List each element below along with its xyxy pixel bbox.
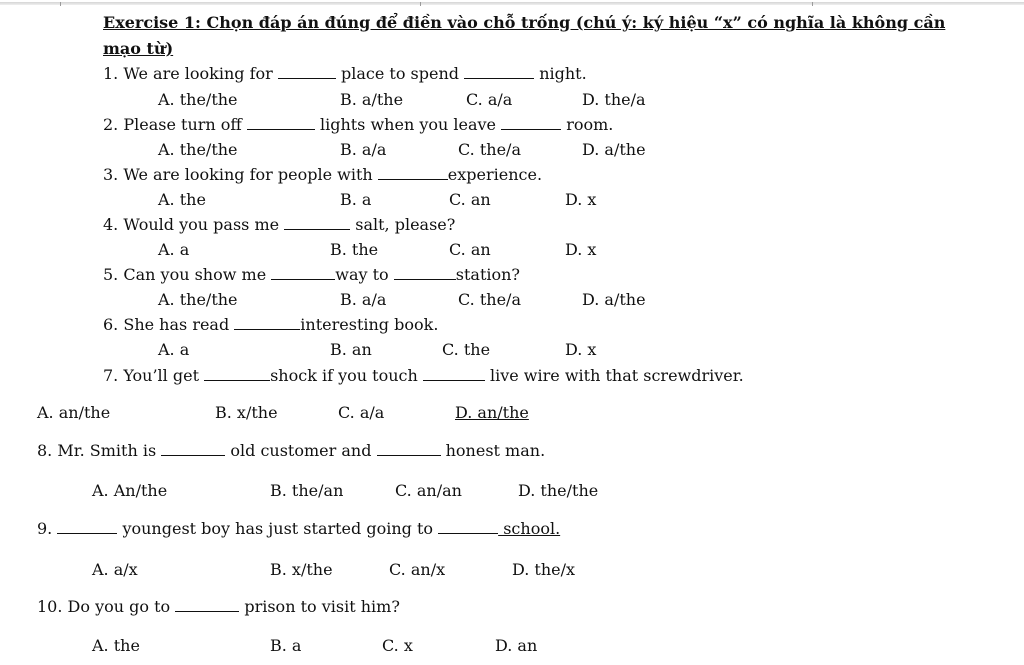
q9-text-b: youngest boy has just started going to: [117, 519, 439, 538]
q5-text-c: station?: [455, 265, 521, 284]
q10-option-c: C. x: [382, 636, 413, 655]
q2-option-d: D. a/the: [582, 140, 646, 159]
exercise-title: [103, 10, 1008, 62]
q3-text-b: experience.: [447, 165, 543, 184]
title-line-1: Exercise 1: Chọn đáp án đúng để điền vào chỗ trống (chú ý: ký hiệu “x” có nghĩa là không cần: [103, 13, 946, 32]
question-10: [37, 597, 400, 617]
question-2: [103, 115, 613, 135]
q3-option-d: D. x: [565, 190, 597, 209]
blank: [204, 367, 270, 381]
q7-text-a: 7. You’ll get: [103, 366, 205, 385]
blank: [464, 65, 534, 79]
q9-option-a: A. a/x: [92, 560, 138, 579]
q7-text-b: shock if you touch: [270, 366, 423, 385]
q1-option-d: D. the/a: [582, 90, 646, 109]
q4-option-c: C. an: [449, 240, 491, 259]
q2-option-a: A. the/the: [158, 140, 238, 159]
blank: [501, 116, 561, 130]
blank: [161, 442, 225, 456]
q5-text-a: 5. Can you show me: [103, 265, 272, 284]
q6-text-b: interesting book.: [300, 315, 439, 334]
blank: [284, 216, 350, 230]
q8-option-b: B. the/an: [270, 481, 344, 500]
q3-text-a: 3. We are looking for people with: [103, 165, 378, 184]
q7-text-c: live wire with that screwdriver.: [484, 366, 744, 385]
q6-option-b: B. an: [330, 340, 372, 359]
q5-option-a: A. the/the: [158, 290, 238, 309]
question-8: [37, 441, 545, 461]
question-3: [103, 165, 542, 185]
q1-option-c: C. a/a: [466, 90, 513, 109]
question-6: [103, 315, 438, 335]
blank: [394, 266, 456, 280]
q3-option-a: A. the: [158, 190, 206, 209]
q1-option-a: A. the/the: [158, 90, 238, 109]
question-4: [103, 215, 455, 235]
q9-option-c: C. an/x: [389, 560, 446, 579]
q6-option-c: C. the: [442, 340, 491, 359]
q5-option-b: B. a/a: [340, 290, 387, 309]
q8-option-a: A. An/the: [92, 481, 168, 500]
top-border: [0, 2, 1024, 5]
q4-text-b: salt, please?: [350, 215, 456, 234]
q2-option-c: C. the/a: [458, 140, 521, 159]
q9-option-d: D. the/x: [512, 560, 576, 579]
q10-option-b: B. a: [270, 636, 302, 655]
blank: [278, 65, 336, 79]
q9-option-b: B. x/the: [270, 560, 333, 579]
q10-option-a: A. the: [92, 636, 140, 655]
q6-text-a: 6. She has read: [103, 315, 235, 334]
q4-option-b: B. the: [330, 240, 379, 259]
q1-text-a: 1. We are looking for: [103, 64, 278, 83]
q2-text-a: 2. Please turn off: [103, 115, 247, 134]
q2-text-c: room.: [561, 115, 614, 134]
question-5: [103, 265, 520, 285]
question-7: [103, 366, 744, 386]
q8-text-a: 8. Mr. Smith is: [37, 441, 162, 460]
q10-text-b: prison to visit him?: [239, 597, 400, 616]
q1-text-c: night.: [534, 64, 587, 83]
question-1: [103, 64, 587, 84]
q5-option-d: D. a/the: [582, 290, 646, 309]
blank: [247, 116, 315, 130]
blank: [271, 266, 335, 280]
q6-option-a: A. a: [158, 340, 190, 359]
q9-text-a: 9.: [37, 519, 58, 538]
blank: [175, 598, 239, 612]
q1-text-b: place to spend: [335, 64, 465, 83]
q7-option-b: B. x/the: [215, 403, 278, 422]
blank: [377, 442, 441, 456]
q3-option-b: B. a: [340, 190, 372, 209]
q4-text-a: 4. Would you pass me: [103, 215, 285, 234]
q3-option-c: C. an: [449, 190, 491, 209]
q2-option-b: B. a/a: [340, 140, 387, 159]
blank: [57, 520, 117, 534]
q9-text-c: school.: [498, 519, 561, 538]
q10-option-d: D. an: [495, 636, 538, 655]
q2-text-b: lights when you leave: [314, 115, 502, 134]
q8-option-c: C. an/an: [395, 481, 462, 500]
q4-option-a: A. a: [158, 240, 190, 259]
blank: [423, 367, 485, 381]
q7-option-c: C. a/a: [338, 403, 385, 422]
title-line-2: mạo từ): [103, 39, 174, 58]
q6-option-d: D. x: [565, 340, 597, 359]
q8-text-b: old customer and: [225, 441, 377, 460]
blank: [234, 316, 300, 330]
q7-option-d: D. an/the: [455, 403, 529, 422]
blank: [438, 520, 498, 534]
q8-text-c: honest man.: [440, 441, 546, 460]
q10-text-a: 10. Do you go to: [37, 597, 176, 616]
q1-option-b: B. a/the: [340, 90, 404, 109]
q7-option-a: A. an/the: [37, 403, 111, 422]
q5-option-c: C. the/a: [458, 290, 521, 309]
q5-text-b: way to: [335, 265, 394, 284]
q8-option-d: D. the/the: [518, 481, 599, 500]
blank: [378, 166, 448, 180]
q4-option-d: D. x: [565, 240, 597, 259]
question-9: [37, 519, 560, 539]
